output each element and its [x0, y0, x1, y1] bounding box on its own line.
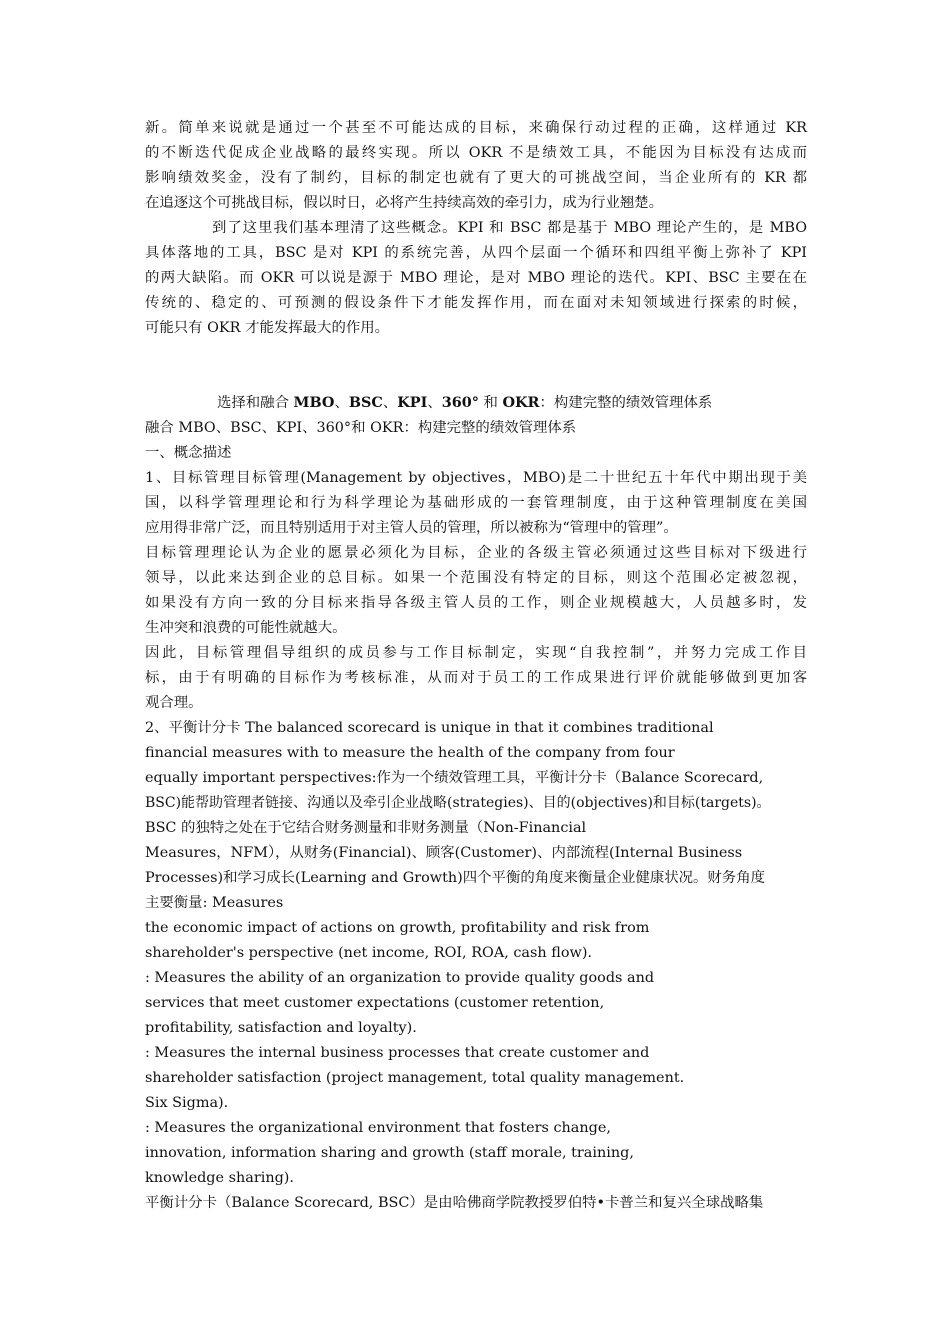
body-line: innovation, information sharing and growth (staff morale, training,	[145, 1145, 634, 1161]
title-bold: MBO	[293, 394, 335, 411]
title-text: 选择和融合	[217, 395, 294, 411]
intro-line: 传统的、稳定的、可预测的假设条件下才能发挥作用，而在面对未知领域进行探索的时候，	[145, 295, 807, 311]
body-line: 应用得非常广泛，而且特别适用于对主管人员的管理，所以被称为“管理中的管理”。	[145, 520, 678, 536]
subtitle: 融合 MBO、BSC、KPI、360°和 OKR：构建完整的绩效管理体系	[145, 420, 577, 436]
intro-line: 具体落地的工具，BSC 是对 KPI 的系统完善，从四个层面一个循环和四组平衡上弥补了 KPI	[145, 245, 807, 261]
section-title	[217, 393, 712, 413]
title-text: 、	[382, 395, 398, 411]
title-bold: OKR	[502, 394, 540, 411]
body-line: 平衡计分卡（Balance Scorecard, BSC）是由哈佛商学院教授罗伯特•卡普兰和复兴全球战略集	[145, 1195, 764, 1211]
title-bold: KPI	[397, 394, 428, 411]
title-text: 、	[334, 395, 349, 411]
body-line: 观合理。	[145, 695, 203, 711]
body-line: BSC 的独特之处在于它结合财务测量和非财务测量（Non-Financial	[145, 820, 587, 836]
body-line: : Measures the ability of an organization to provide quality goods and	[145, 970, 655, 986]
intro-line: 到了这里我们基本理清了这些概念。KPI 和 BSC 都是基于 MBO 理论产生的，是 MBO	[212, 220, 807, 236]
body-line: 领导，以此来达到企业的总目标。如果一个范围没有特定的目标，则这个范围必定被忽视，	[145, 570, 807, 586]
body-line: Measures，NFM），从财务(Financial)、顾客(Customer)、内部流程(Internal Business	[145, 845, 743, 861]
title-bold: 360°	[441, 394, 479, 411]
body-line: 主要衡量: Measures	[145, 895, 284, 911]
body-line: 因此，目标管理倡导组织的成员参与工作目标制定，实现“自我控制”，并努力完成工作目	[145, 645, 807, 661]
body-line: : Measures the internal business processes that create customer and	[145, 1045, 650, 1061]
body-line: 如果没有方向一致的分目标来指导各级主管人员的工作，则企业规模越大，人员越多时，发	[145, 595, 807, 611]
title-text: 、	[427, 395, 442, 411]
body-line: 国，以科学管理理论和行为科学理论为基础形成的一套管理制度，由于这种管理制度在美国	[145, 495, 807, 511]
body-line: 1、目标管理目标管理(Management by objectives，MBO)是二十世纪五十年代中期出现于美	[145, 470, 807, 486]
section-heading: 一、概念描述	[145, 445, 232, 461]
body-line: shareholder's perspective (net income, ROI, ROA, cash flow).	[145, 945, 593, 961]
body-line: Six Sigma).	[145, 1095, 229, 1111]
body-line: Processes)和学习成长(Learning and Growth)四个平衡的角度来衡量企业健康状况。财务角度	[145, 870, 765, 886]
body-line: 标，由于有明确的目标作为考核标准，从而对于员工的工作成果进行评价就能够做到更加客	[145, 670, 807, 686]
intro-line: 的不断迭代促成企业战略的最终实现。所以 OKR 不是绩效工具，不能因为目标没有达成而	[145, 145, 807, 161]
body-line: equally important perspectives:作为一个绩效管理工具，平衡计分卡（Balance Scorecard,	[145, 770, 764, 786]
body-line: 2、平衡计分卡 The balanced scorecard is unique in that it combines traditional	[145, 720, 714, 736]
intro-line: 新。简单来说就是通过一个甚至不可能达成的目标，来确保行动过程的正确，这样通过 KR	[145, 120, 807, 136]
title-text: 和	[478, 395, 503, 411]
body-line: profitability, satisfaction and loyalty).	[145, 1020, 417, 1036]
body-line: 目标管理理论认为企业的愿景必须化为目标，企业的各级主管必须通过这些目标对下级进行	[145, 545, 807, 561]
body-line: knowledge sharing).	[145, 1170, 294, 1186]
body-line: : Measures the organizational environment that fosters change,	[145, 1120, 611, 1136]
body-line: 生冲突和浪费的可能性就越大。	[145, 620, 347, 636]
body-line: shareholder satisfaction (project management, total quality management.	[145, 1070, 685, 1086]
intro-line: 影响绩效奖金，没有了制约，目标的制定也就有了更大的可挑战空间，当企业所有的 KR 都	[145, 170, 807, 186]
body-line: the economic impact of actions on growth, profitability and risk from	[145, 920, 650, 936]
title-bold: BSC	[348, 394, 383, 411]
intro-line: 在追逐这个可挑战目标，假以时日，必将产生持续高效的牵引力，成为行业翘楚。	[145, 195, 664, 211]
title-text: ：构建完整的绩效管理体系	[539, 395, 713, 411]
body-line: financial measures with to measure the health of the company from four	[145, 745, 675, 761]
body-line: services that meet customer expectations (customer retention,	[145, 995, 605, 1011]
intro-line: 的两大缺陷。而 OKR 可以说是源于 MBO 理论，是对 MBO 理论的迭代。KPI、BSC 主要在在	[145, 270, 807, 286]
body-line: BSC)能帮助管理者链接、沟通以及牵引企业战略(strategies)、目的(objectives)和目标(targets)。	[145, 795, 771, 811]
intro-line: 可能只有 OKR 才能发挥最大的作用。	[145, 320, 390, 336]
